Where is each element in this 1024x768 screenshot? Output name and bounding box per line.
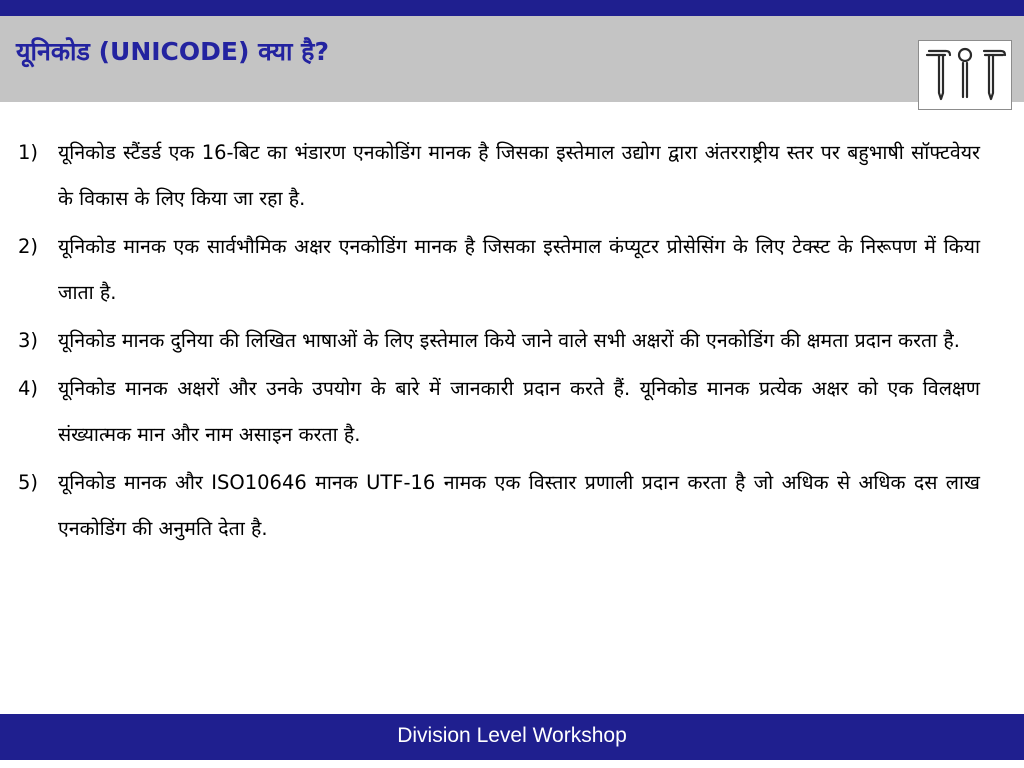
points-list bbox=[18, 130, 980, 554]
list-item-number: 4) bbox=[18, 377, 39, 400]
list-item bbox=[18, 460, 980, 552]
list-item-text: यूनिकोड मानक दुनिया की लिखित भाषाओं के लिए इस्तेमाल किये जाने वाले सभी अक्षरों की एनकोडिंग की क्षमता प्रदान करता है. bbox=[58, 329, 960, 352]
list-item bbox=[18, 224, 980, 316]
list-item bbox=[18, 318, 980, 364]
top-accent-bar bbox=[0, 0, 1024, 16]
list-item-text: यूनिकोड मानक एक सार्वभौमिक अक्षर एनकोडिंग मानक है जिसका इस्तेमाल कंप्यूटर प्रोसेसिंग के लिए टेक्स्ट के निरूपण में किया जाता है. bbox=[58, 235, 980, 304]
institute-logo-icon bbox=[919, 41, 1011, 109]
list-item bbox=[18, 130, 980, 222]
institute-logo bbox=[918, 40, 1012, 110]
list-item-number: 5) bbox=[18, 471, 39, 494]
slide-title: यूनिकोड (UNICODE) क्या है? bbox=[16, 37, 329, 66]
footer-label: Division Level Workshop bbox=[397, 724, 627, 747]
list-item-number: 2) bbox=[18, 235, 39, 258]
list-item-text: यूनिकोड मानक अक्षरों और उनके उपयोग के बारे में जानकारी प्रदान करते हैं. यूनिकोड मानक प्रत्येक अक्षर को एक विलक्षण संख्यात्मक मान और नाम असाइन करता है. bbox=[58, 377, 980, 446]
list-item bbox=[18, 366, 980, 458]
slide-header bbox=[0, 16, 1024, 102]
slide-footer bbox=[0, 714, 1024, 760]
list-item-number: 1) bbox=[18, 141, 39, 164]
list-item-number: 3) bbox=[18, 329, 39, 352]
list-item-text: यूनिकोड मानक और ISO10646 मानक UTF-16 नामक एक विस्तार प्रणाली प्रदान करता है जो अधिक से अधिक दस लाख एनकोडिंग की अनुमति देता है. bbox=[58, 471, 980, 540]
list-item-text: यूनिकोड स्टैंडर्ड एक 16-बिट का भंडारण एनकोडिंग मानक है जिसका इस्तेमाल उद्योग द्वारा अंतरराष्ट्रीय स्तर पर बहुभाषी सॉफ्टवेयर के विकास के लिए किया जा रहा है. bbox=[58, 141, 980, 210]
